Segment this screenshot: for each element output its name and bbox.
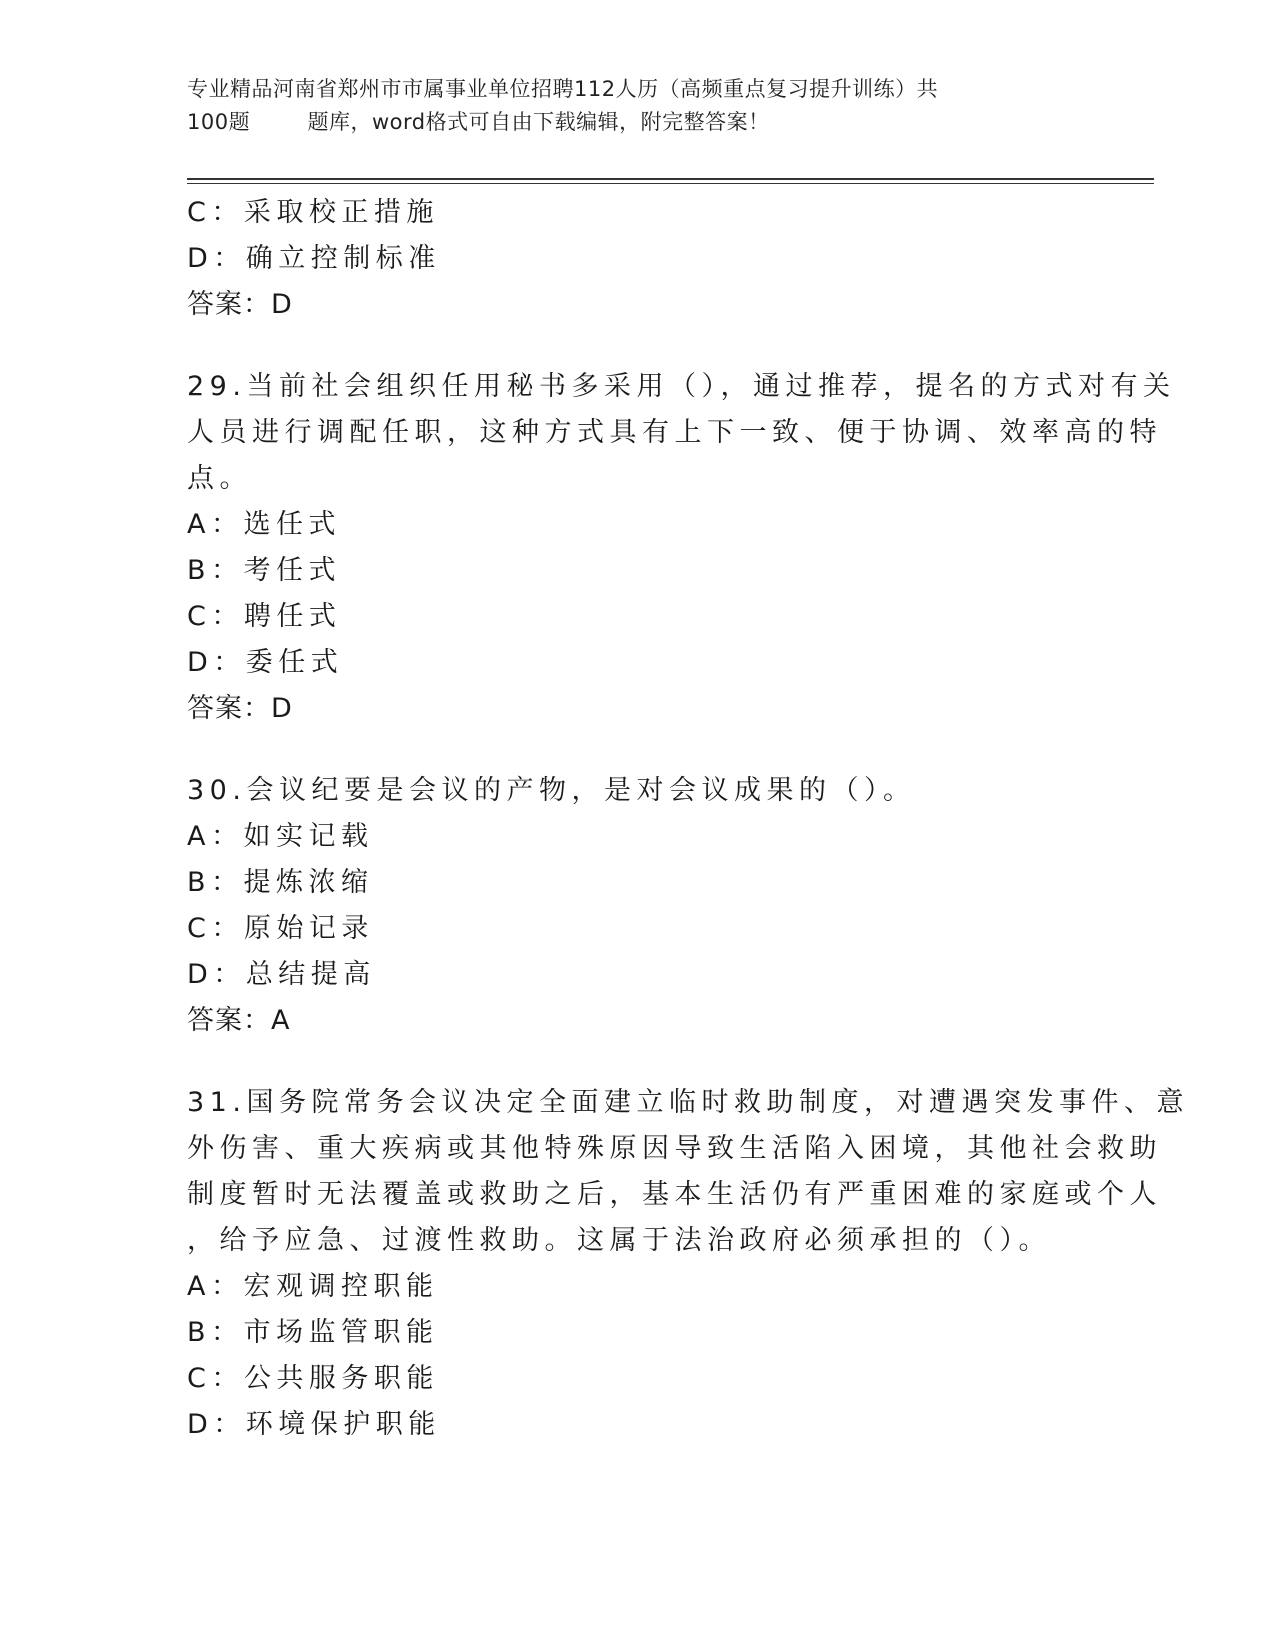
option-row	[187, 594, 1087, 640]
option-row	[187, 502, 1087, 548]
answer-value: D	[271, 693, 293, 724]
option-text: 如实记载	[243, 821, 374, 852]
answer-line	[187, 998, 1087, 1044]
question-stem-line: 制度暂时无法覆盖或救助之后，基本生活仍有严重困难的家庭或个人	[187, 1179, 1162, 1210]
carryover-block	[187, 190, 1087, 328]
option-text: 公共服务职能	[243, 1363, 439, 1394]
option-letter: C：	[187, 913, 244, 944]
question-content	[187, 190, 1189, 1448]
option-letter: C：	[187, 1363, 244, 1394]
question-stem-line: 31.国务院常务会议决定全面建立临时救助制度，对遭遇突发事件、意	[187, 1087, 1189, 1118]
option-row	[187, 1310, 1087, 1356]
option-letter: A：	[187, 509, 244, 540]
option-text: 环境保护职能	[245, 1409, 441, 1440]
option-row	[187, 1356, 1087, 1402]
question-stem-line: 人员进行调配任职，这种方式具有上下一致、便于协调、效率高的特	[187, 417, 1162, 448]
page-header	[187, 73, 1067, 139]
answer-label: 答案：	[187, 289, 271, 320]
option-text: 确立控制标准	[245, 243, 441, 274]
option-text: 考任式	[243, 555, 342, 586]
option-letter: C：	[187, 601, 244, 632]
question-stem-line: 29.当前社会组织任用秘书多采用（），通过推荐，提名的方式对有关	[187, 371, 1176, 402]
header-rule-thin	[187, 183, 1154, 184]
option-letter: D：	[187, 243, 246, 274]
question-stem-line: ，给予应急、过渡性救助。这属于法治政府必须承担的（）。	[187, 1225, 1051, 1256]
question-stem-line: 30.会议纪要是会议的产物，是对会议成果的（）。	[187, 775, 916, 806]
option-row	[187, 640, 1087, 686]
option-row	[187, 190, 1087, 236]
question-spacer	[187, 1044, 1087, 1080]
option-row	[187, 906, 1087, 952]
option-text: 宏观调控职能	[243, 1271, 439, 1302]
option-row	[187, 548, 1087, 594]
question-spacer	[187, 732, 1087, 768]
header-rule-thick	[187, 178, 1154, 180]
option-letter: A：	[187, 1271, 244, 1302]
option-text: 提炼浓缩	[243, 867, 374, 898]
option-text: 选任式	[243, 509, 341, 540]
option-text: 委任式	[245, 647, 344, 678]
option-text: 市场监管职能	[243, 1317, 439, 1348]
option-row	[187, 860, 1087, 906]
option-letter: D：	[187, 647, 246, 678]
answer-label: 答案：	[187, 693, 271, 724]
option-letter: B：	[187, 1317, 244, 1348]
option-text: 采取校正措施	[243, 197, 439, 228]
option-text: 聘任式	[243, 601, 342, 632]
answer-label: 答案：	[187, 1005, 271, 1036]
option-letter: D：	[187, 1409, 246, 1440]
answer-value: D	[271, 289, 293, 320]
question-stem-line: 外伤害、重大疾病或其他特殊原因导致生活陷入困境，其他社会救助	[187, 1133, 1162, 1164]
question-31	[187, 1080, 1189, 1448]
option-text: 原始记录	[243, 913, 374, 944]
header-title-line-1: 专业精品河南省郑州市市属事业单位招聘112人历（高频重点复习提升训练）共	[187, 77, 939, 101]
question-stem-line: 点。	[187, 463, 252, 494]
answer-line	[187, 686, 1087, 732]
option-text: 总结提高	[245, 959, 376, 990]
answer-line	[187, 282, 1087, 328]
option-row	[187, 952, 1087, 998]
option-row	[187, 236, 1087, 282]
option-letter: C：	[187, 197, 244, 228]
option-letter: B：	[187, 555, 244, 586]
question-spacer	[187, 328, 1087, 364]
option-letter: B：	[187, 867, 244, 898]
question-29	[187, 364, 1176, 732]
header-title-line-2: 100题 题库，word格式可自由下载编辑，附完整答案！	[187, 110, 770, 134]
answer-value: A	[271, 1005, 291, 1036]
option-letter: A：	[187, 821, 244, 852]
option-row	[187, 1264, 1087, 1310]
question-30	[187, 768, 1087, 1044]
option-row	[187, 814, 1087, 860]
option-row	[187, 1402, 1087, 1448]
option-letter: D：	[187, 959, 246, 990]
